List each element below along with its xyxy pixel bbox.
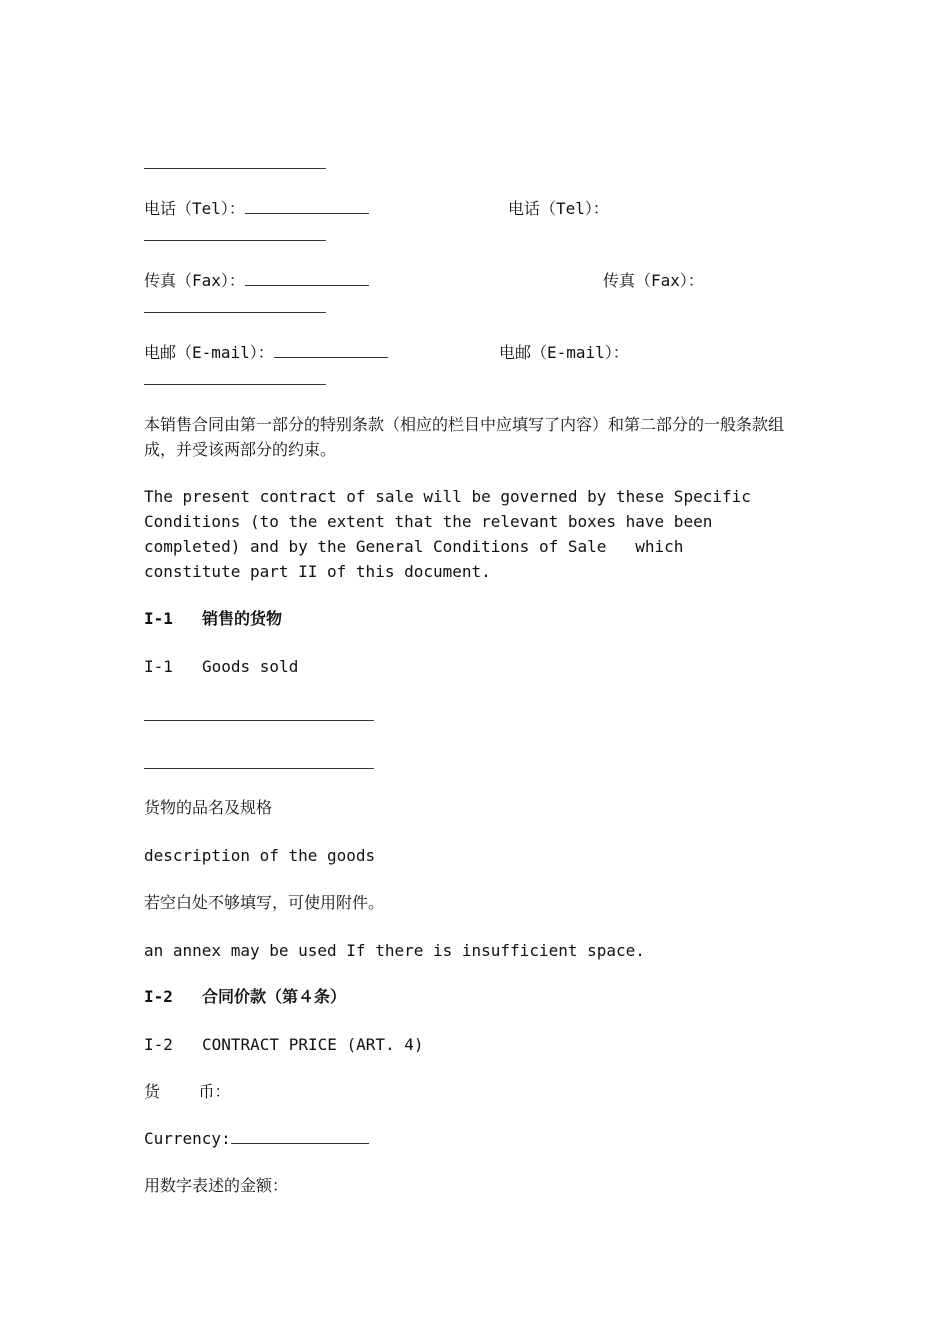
fax-field-right[interactable]: [144, 312, 326, 313]
fax-label-left: 传真（Fax）：: [144, 268, 369, 293]
currency-label-zh: 货 币：: [144, 1082, 231, 1101]
section-i1-heading-en: I-1 Goods sold: [144, 657, 299, 676]
section-i1-heading-zh: I-1 销售的货物: [144, 609, 283, 628]
fax-label-right: 传真（Fax）：: [603, 271, 704, 290]
currency-label-en: Currency:: [144, 1126, 369, 1151]
tel-field-left[interactable]: [245, 197, 369, 214]
blank-line[interactable]: [144, 168, 326, 169]
goods-field-2[interactable]: [144, 768, 374, 769]
goods-field-1[interactable]: [144, 720, 374, 721]
intro-zh: 本销售合同由第一部分的特别条款（相应的栏目中应填写了内容）和第二部分的一般条款组成，并受该两部分的约束。: [144, 415, 785, 459]
email-field-left[interactable]: [274, 341, 388, 358]
tel-field-right[interactable]: [144, 240, 326, 241]
goods-desc-zh: 货物的品名及规格: [144, 798, 273, 817]
annex-note-en: an annex may be used If there is insufficient space.: [144, 941, 645, 960]
amount-figures-label: 用数字表述的金额：: [144, 1176, 289, 1195]
annex-note-zh: 若空白处不够填写，可使用附件。: [144, 893, 385, 912]
section-i2-heading-zh: I-2 合同价款（第４条）: [144, 987, 347, 1006]
section-i2-heading-en: I-2 CONTRACT PRICE (ART. 4): [144, 1035, 424, 1054]
fax-field-left[interactable]: [245, 269, 369, 286]
email-field-right[interactable]: [144, 384, 326, 385]
intro-en: The present contract of sale will be governed by these Specific Conditions (to the extent that the relevant boxes have been completed) and by the General Conditions of Sale which constitute part II of this document.: [144, 487, 761, 581]
goods-desc-en: description of the goods: [144, 846, 376, 865]
email-label-left: 电邮（E-mail）：: [144, 340, 388, 365]
tel-label-right: 电话（Tel）：: [508, 199, 609, 218]
tel-label-left: 电话（Tel）：: [144, 196, 369, 221]
currency-field[interactable]: [231, 1127, 369, 1144]
email-label-right: 电邮（E-mail）：: [499, 343, 629, 362]
